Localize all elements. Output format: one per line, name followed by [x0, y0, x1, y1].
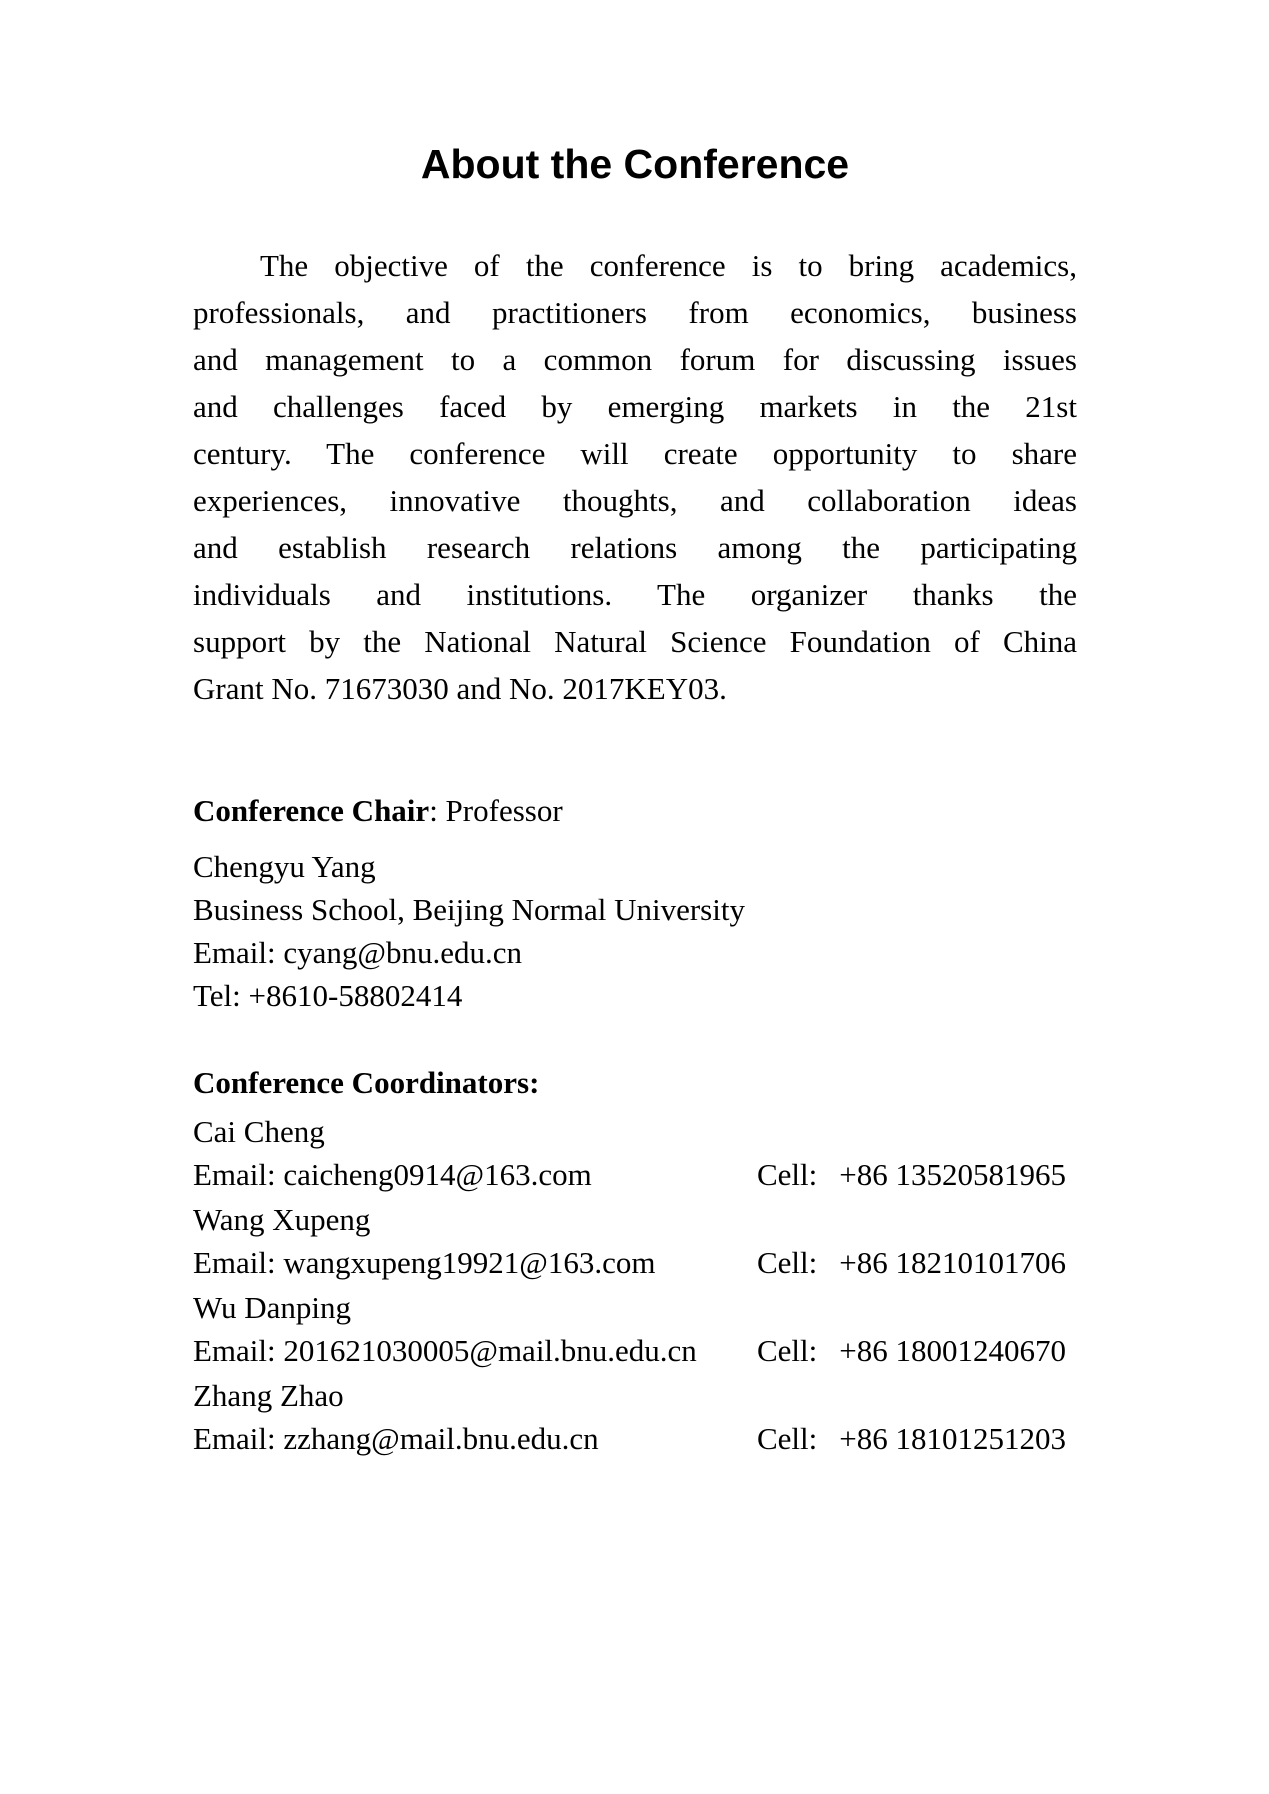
coordinator-email: Email: wangxupeng19921@163.com: [193, 1245, 656, 1280]
chair-affiliation: Business School, Beijing Normal University: [193, 892, 745, 927]
paragraph-line: professionals, and practitioners from economics, business: [193, 295, 1077, 330]
conference-chair-suffix: : Professor: [429, 793, 563, 828]
coordinator-name: Cai Cheng: [193, 1114, 325, 1149]
cell-label: Cell:: [757, 1157, 818, 1192]
paragraph-line: individuals and institutions. The organizer thanks the: [193, 577, 1077, 612]
coordinator-item: [193, 1286, 1077, 1372]
coordinators-list: [193, 1110, 1077, 1460]
coordinators-heading: Conference Coordinators:: [193, 1065, 540, 1100]
coordinator-cell: [757, 1417, 1066, 1460]
cell-number: +86 13520581965: [839, 1157, 1067, 1192]
coordinator-contact-row: [193, 1417, 1077, 1460]
page-title: About the Conference: [420, 141, 850, 187]
chair-tel: Tel: +8610-58802414: [193, 978, 463, 1013]
page-content: [193, 0, 1077, 1462]
coordinator-item: [193, 1198, 1077, 1284]
coordinator-email: Email: zzhang@mail.bnu.edu.cn: [193, 1421, 599, 1456]
chair-email: Email: cyang@bnu.edu.cn: [193, 935, 522, 970]
cell-number: +86 18210101706: [839, 1245, 1067, 1280]
coordinator-cell: [757, 1329, 1066, 1372]
coordinator-cell: [757, 1153, 1066, 1196]
cell-label: Cell:: [757, 1245, 818, 1280]
paragraph-line: and establish research relations among the participating: [193, 530, 1077, 565]
coordinator-name: Wu Danping: [193, 1290, 352, 1325]
coordinator-email: Email: 201621030005@mail.bnu.edu.cn: [193, 1333, 697, 1368]
coordinator-item: [193, 1374, 1077, 1460]
paragraph-line: support by the National Natural Science Foundation of China: [193, 624, 1077, 659]
chair-name: Chengyu Yang: [193, 849, 376, 884]
coordinator-email: Email: caicheng0914@163.com: [193, 1157, 592, 1192]
cell-label: Cell:: [757, 1421, 818, 1456]
coordinator-item: [193, 1110, 1077, 1196]
cell-number: +86 18101251203: [839, 1421, 1067, 1456]
paragraph-line: century. The conference will create opportunity to share: [193, 436, 1077, 471]
cell-label: Cell:: [757, 1333, 818, 1368]
coordinator-contact-row: [193, 1329, 1077, 1372]
coordinator-contact-row: [193, 1241, 1077, 1284]
paragraph-line: Grant No. 71673030 and No. 2017KEY03.: [193, 671, 727, 706]
paragraph-line: experiences, innovative thoughts, and collaboration ideas: [193, 483, 1077, 518]
coordinator-name: Zhang Zhao: [193, 1378, 344, 1413]
paragraph-line: and challenges faced by emerging markets in the 21st: [193, 389, 1077, 424]
paragraph-line: The objective of the conference is to bring academics,: [260, 248, 1077, 283]
paragraph-line: and management to a common forum for discussing issues: [193, 342, 1077, 377]
coordinator-name: Wang Xupeng: [193, 1202, 371, 1237]
conference-chair-label: Conference Chair: [193, 793, 430, 828]
conference-chair-heading: [193, 787, 1077, 834]
cell-number: +86 18001240670: [839, 1333, 1067, 1368]
conference-chair-details: [193, 845, 1077, 1017]
about-paragraph: [193, 242, 1077, 712]
coordinator-cell: [757, 1241, 1066, 1284]
coordinator-contact-row: [193, 1153, 1077, 1196]
